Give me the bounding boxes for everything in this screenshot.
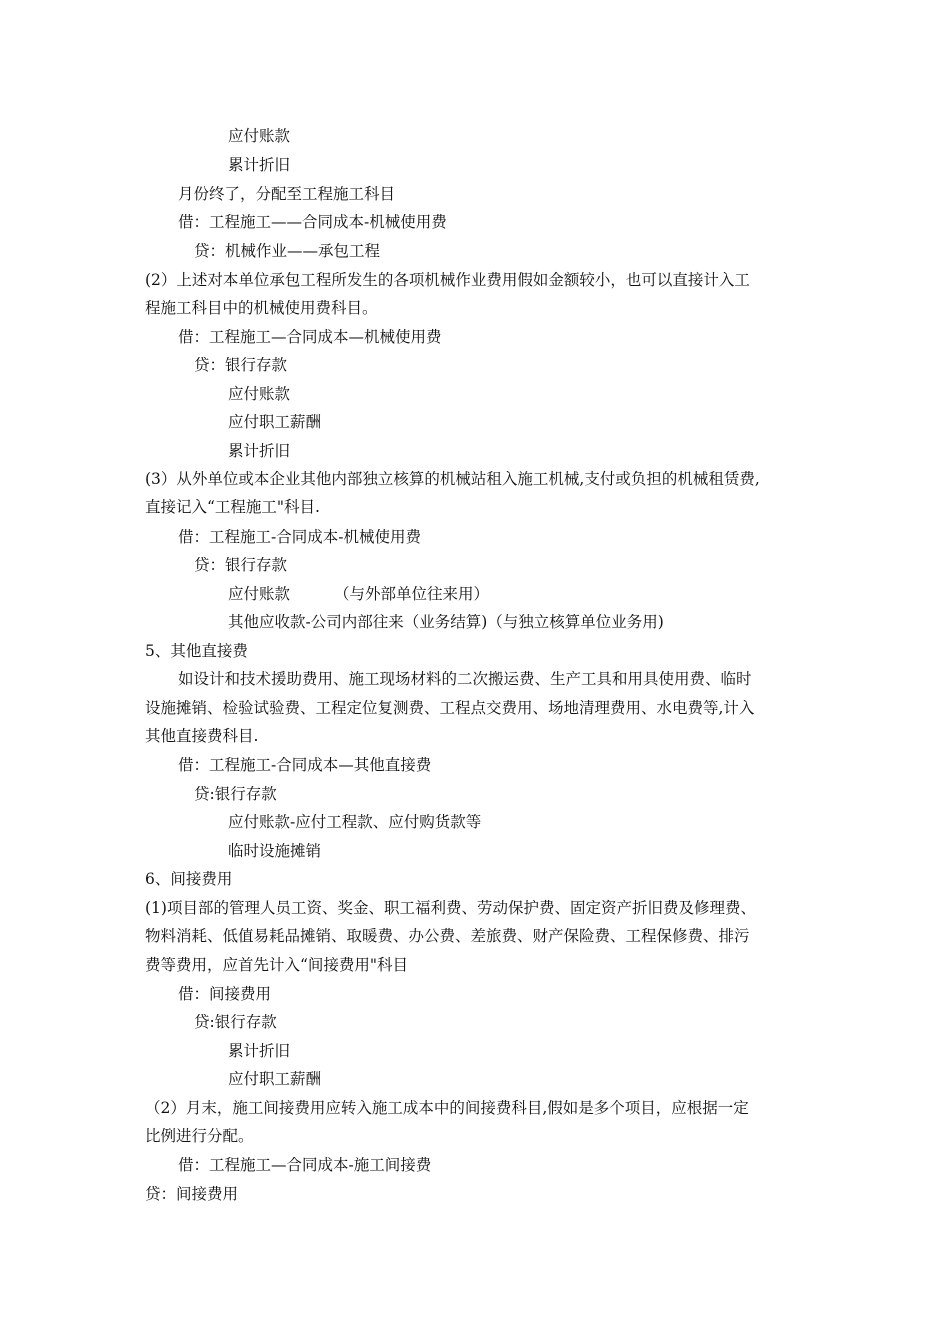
section-heading: 5、其他直接费 [145, 642, 248, 660]
text-line: （2）月末，施工间接费用应转入施工成本中的间接费科目,假如是多个项目，应根据一定 [145, 1099, 749, 1117]
text-line: 应付账款 [228, 127, 291, 145]
text-line: 借：工程施工——合同成本-机械使用费 [178, 213, 447, 231]
text-line: 累计折旧 [228, 1042, 291, 1060]
account-note: （与外部单位往来用） [334, 585, 490, 603]
text-line: 程施工科目中的机械使用费科目。 [145, 299, 378, 317]
text-line: 临时设施摊销 [228, 842, 322, 860]
text-line: 借：间接费用 [178, 985, 272, 1003]
text-line: 月份终了，分配至工程施工科目 [178, 185, 396, 203]
text-line: 借：工程施工—合同成本-施工间接费 [178, 1156, 432, 1174]
text-line: 累计折旧 [228, 442, 291, 460]
text-line: 费等费用，应首先计入“间接费用"科目 [145, 956, 409, 974]
text-line: 贷:银行存款 [194, 1013, 277, 1031]
text-line: 应付账款-应付工程款、应付购货款等 [228, 813, 482, 831]
text-line: 物料消耗、低值易耗品摊销、取暖费、办公费、差旅费、财产保险费、工程保修费、排污 [145, 927, 750, 945]
text-line [228, 584, 489, 604]
text-line: (3）从外单位或本企业其他内部独立核算的机械站租入施工机械,支付或负担的机械租赁费, [145, 470, 760, 488]
text-line: 如设计和技术援助费用、施工现场材料的二次搬运费、生产工具和用具使用费、临时 [178, 670, 752, 688]
text-line: 直接记入“工程施工"科目. [145, 498, 320, 516]
text-line: 贷：机械作业——承包工程 [194, 242, 381, 260]
text-line: 其他应收款-公司内部往来（业务结算)（与独立核算单位业务用) [228, 613, 664, 631]
text-line: (2）上述对本单位承包工程所发生的各项机械作业费用假如金额较小，也可以直接计入工 [145, 271, 750, 289]
text-line: 借：工程施工-合同成本-机械使用费 [178, 528, 421, 546]
text-line: 贷：银行存款 [194, 556, 288, 574]
text-line: 应付账款 [228, 385, 291, 403]
text-line: 应付职工薪酬 [228, 413, 322, 431]
text-line: 其他直接费科目. [145, 727, 259, 745]
text-line: 借：工程施工—合同成本—机械使用费 [178, 328, 442, 346]
text-line: 贷：银行存款 [194, 356, 288, 374]
text-line: 贷：间接费用 [145, 1185, 239, 1203]
text-line: (1)项目部的管理人员工资、奖金、职工福利费、劳动保护费、固定资产折旧费及修理费、 [145, 899, 756, 917]
text-line: 应付职工薪酬 [228, 1070, 322, 1088]
text-line: 贷:银行存款 [194, 785, 277, 803]
account-name: 应付账款 [228, 585, 291, 603]
section-heading: 6、间接费用 [145, 870, 233, 888]
text-line: 累计折旧 [228, 156, 291, 174]
text-line: 比例进行分配。 [145, 1127, 254, 1145]
text-line: 设施摊销、检验试验费、工程定位复测费、工程点交费用、场地清理费用、水电费等,计入 [145, 699, 755, 717]
text-line: 借：工程施工-合同成本—其他直接费 [178, 756, 432, 774]
